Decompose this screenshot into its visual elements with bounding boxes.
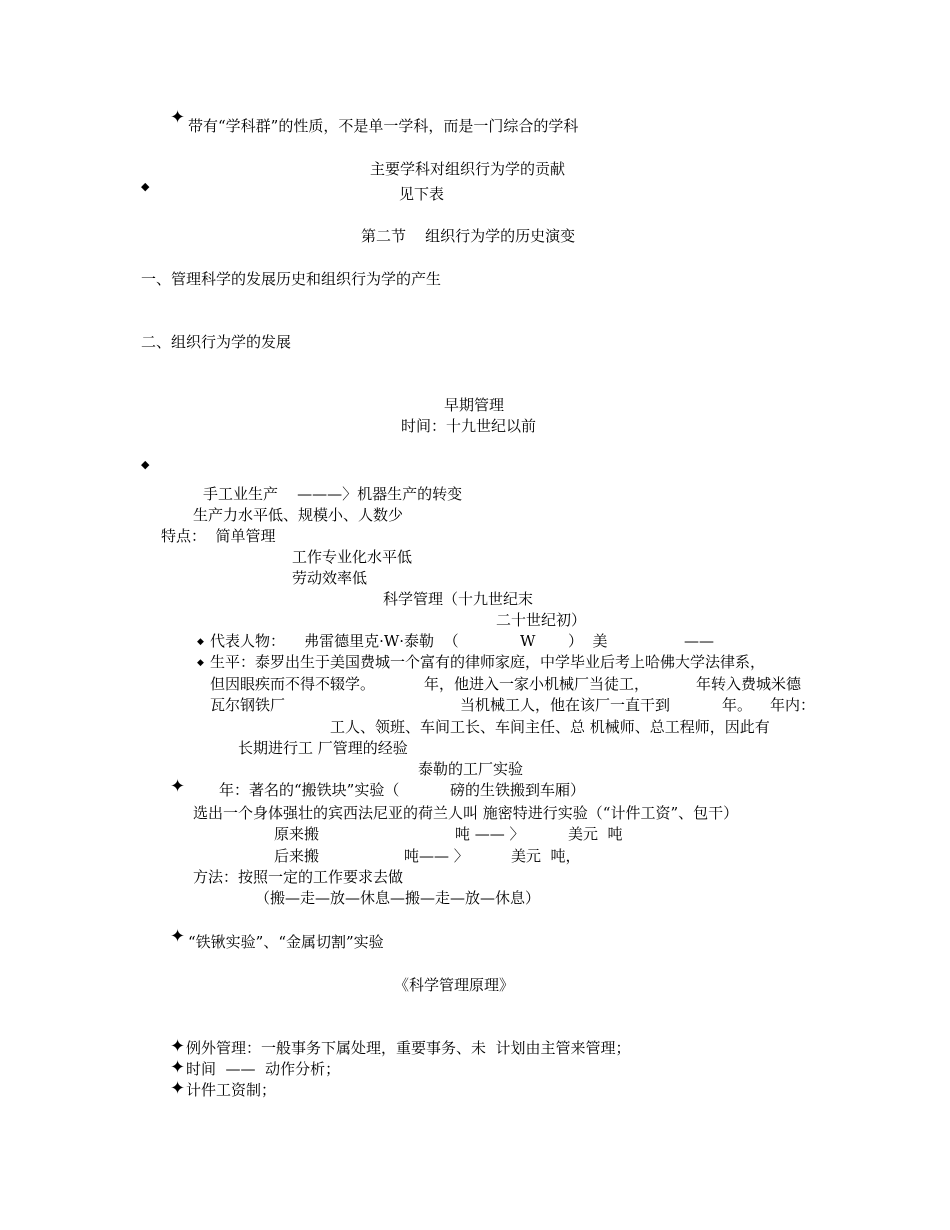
text-line: 劳动效率低 — [292, 569, 368, 587]
text-line: 特点： 简单管理 — [161, 527, 276, 545]
text-line: 后来搬 — [274, 847, 320, 865]
text-line: 长期进行工 厂管理的经验 — [238, 739, 408, 757]
text-line: 见下表 — [399, 185, 445, 203]
star-bullet-icon: ✦ — [170, 776, 186, 797]
text-line: 吨—— 〉 — [404, 847, 469, 865]
section-heading: 第二节 组织行为学的历史演变 — [361, 227, 576, 245]
subheading: 一、管理科学的发展历史和组织行为学的产生 — [141, 270, 442, 288]
text-line: 工人、领班、车间工长、车间主任、总 机械师、总工程师，因此有 — [330, 718, 770, 736]
text-line: 美元 吨， — [511, 847, 581, 865]
text-line: 年转入费城米德 — [696, 675, 802, 693]
star-bullet-icon: ✦ — [170, 926, 186, 947]
text-line: 瓦尔钢铁厂 — [210, 696, 286, 714]
text-line: 年。 — [722, 696, 753, 714]
diamond-bullet-icon: ◆ — [197, 658, 204, 668]
text-line: 科学管理（十九世纪末 — [383, 590, 534, 608]
subheading: 二、组织行为学的发展 — [141, 333, 292, 351]
star-bullet-icon: ✦ — [170, 1078, 186, 1099]
text-line: ） 美 — [568, 632, 608, 650]
star-bullet-icon: ✦ — [170, 107, 186, 128]
diamond-bullet-icon: ◆ — [197, 637, 204, 647]
text-line: 年：著名的“搬铁块”实验（ — [219, 781, 400, 799]
text-line: 生平：泰罗出生于美国费城一个富有的律师家庭，中学毕业后考上哈佛大学法律系， — [210, 653, 766, 671]
text-line: 代表人物： 弗雷德里克·W·泰勒 （ — [210, 632, 459, 650]
text-line: 时间：十九世纪以前 — [401, 417, 537, 435]
text-line: 手工业生产 ———〉机器生产的转变 — [203, 485, 463, 503]
text-line: 计件工资制； — [186, 1081, 277, 1099]
text-line: 吨 —— 〉 — [455, 825, 525, 843]
text-line: 例外管理：一般事务下属处理，重要事务、未 计划由主管来管理； — [186, 1039, 631, 1057]
star-bullet-icon: ✦ — [170, 1057, 186, 1078]
text-line: 时间 —— 动作分析； — [186, 1060, 341, 1078]
text-line: —— — [684, 632, 714, 650]
text-line: 主要学科对组织行为学的贡献 — [370, 160, 566, 178]
text-line: 选出一个身体强壮的宾西法尼亚的荷兰人叫 施密特进行实验（“计件工资”、包干） — [193, 804, 739, 822]
diamond-bullet-icon: ◆ — [141, 458, 150, 471]
text-line: 美元 吨 — [568, 825, 623, 843]
text-line: 年内： — [770, 696, 816, 714]
text-line: 方法：按照一定的工作要求去做 — [193, 868, 404, 886]
text-line: 当机械工人，他在该厂一直干到 — [460, 696, 671, 714]
text-line: 原来搬 — [274, 825, 320, 843]
text-line: 早期管理 — [444, 396, 505, 414]
text-line: 二十世纪初） — [496, 611, 587, 629]
text-line: 但因眼疾而不得不辍学。 — [210, 675, 376, 693]
text-line: 年，他进入一家小机械厂当徒工， — [424, 675, 650, 693]
text-line: 生产力水平低、规模小、人数少 — [193, 506, 404, 524]
text-line: 带有“学科群”的性质，不是单一学科，而是一门综合的学科 — [188, 117, 579, 135]
star-bullet-icon: ✦ — [170, 1036, 186, 1057]
diamond-bullet-icon: ◆ — [141, 180, 150, 193]
text-line: 工作专业化水平低 — [292, 548, 413, 566]
text-line: W — [520, 632, 536, 650]
text-line: （搬—走—放—休息—搬—走—放—休息） — [255, 889, 541, 907]
text-line: “铁锹实验”、“金属切割”实验 — [188, 933, 384, 951]
text-line: 磅的生铁搬到车厢） — [450, 781, 586, 799]
text-line: 泰勒的工厂实验 — [418, 760, 524, 778]
book-title: 《科学管理原理》 — [394, 976, 515, 994]
